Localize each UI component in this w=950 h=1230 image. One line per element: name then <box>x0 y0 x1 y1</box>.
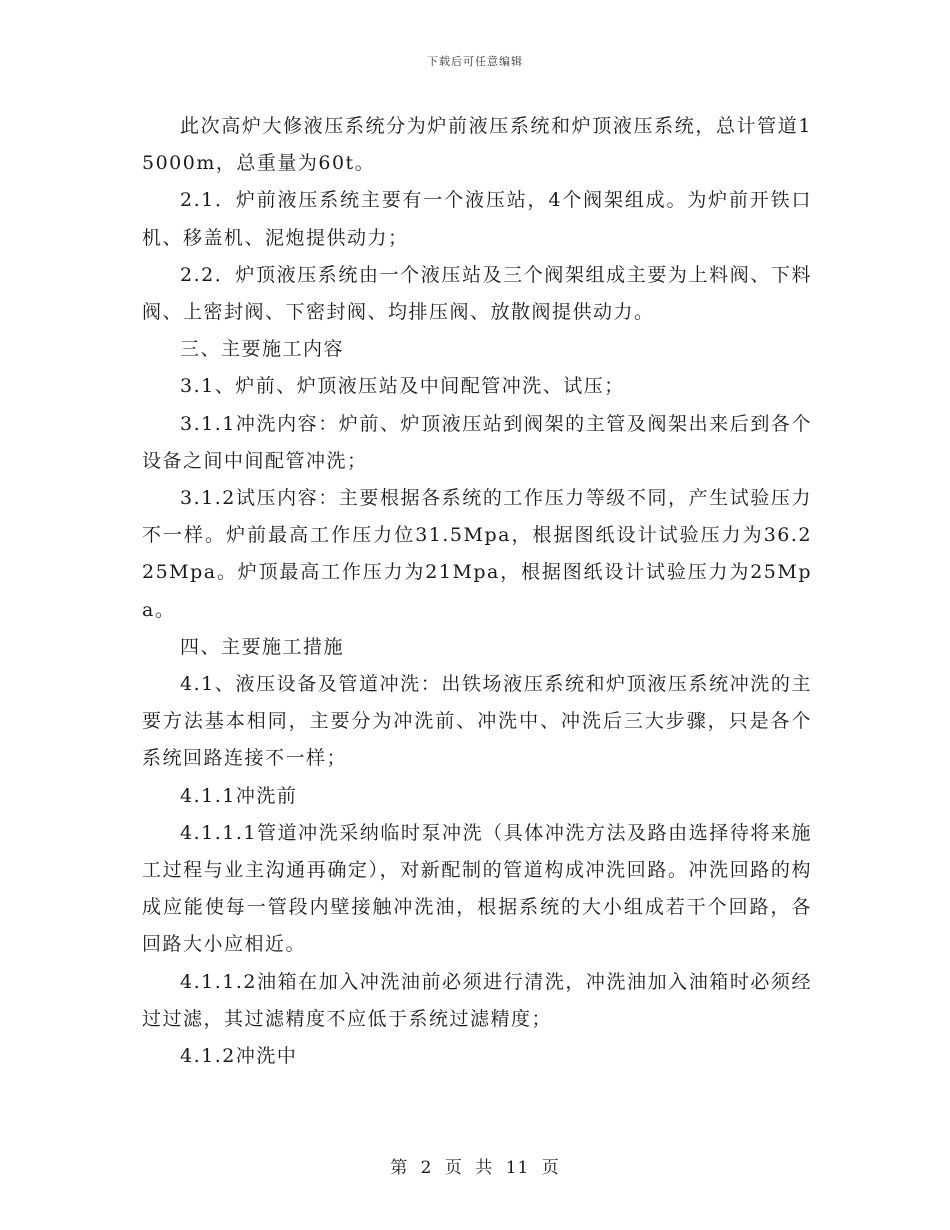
paragraph-4-1-1: 4.1.1冲洗前 <box>180 784 298 807</box>
page-header-note: 下载后可任意编辑 <box>427 55 523 68</box>
paragraph-4-1-2: 4.1.2冲洗中 <box>180 1045 298 1068</box>
paragraph-4-1-1-2: 4.1.1.2油箱在加入冲洗油前必须进行清洗，冲洗油加入油箱时必须经过过滤，其过滤精度不应低于系统过滤精度； <box>142 970 812 1030</box>
paragraph-3-1-1: 3.1.1冲洗内容：炉前、炉顶液压站到阀架的主管及阀架出来后到各个设备之间中间配管冲洗； <box>142 412 812 472</box>
paragraph-2-1: 2.1．炉前液压系统主要有一个液压站，4个阀架组成。为炉前开铁口机、移盖机、泥炮提供动力； <box>142 189 812 249</box>
paragraph-4-1: 4.1、液压设备及管道冲洗：出铁场液压系统和炉顶液压系统冲洗的主要方法基本相同，主要分为冲洗前、冲洗中、冲洗后三大步骤，只是各个系统回路连接不一样； <box>142 673 812 770</box>
paragraph-3-1-2: 3.1.2试压内容：主要根据各系统的工作压力等级不同，产生试验压力不一样。炉前最高工作压力位31.5Mpa，根据图纸设计试验压力为36.225Mpa。炉顶最高工作压力为21Mpa，根据图纸设计试验压力为25Mpa。 <box>142 487 812 621</box>
page-number-footer: 第 2 页 共 11 页 <box>390 1158 560 1178</box>
paragraph-intro: 此次高炉大修液压系统分为炉前液压系统和炉顶液压系统，总计管道15000m，总重量为60t。 <box>142 115 812 175</box>
paragraph-2-2: 2.2．炉顶液压系统由一个液压站及三个阀架组成主要为上料阀、下料阀、上密封阀、下密封阀、均排压阀、放散阀提供动力。 <box>142 263 812 324</box>
paragraph-4-1-1-1: 4.1.1.1管道冲洗采纳临时泵冲洗（具体冲洗方法及路由选择待将来施工过程与业主沟通再确定），对新配制的管道构成冲洗回路。冲洗回路的构成应能使每一管段内壁接触冲洗油，根据系统的大小组成若干个回路，各回路大小应相近。 <box>142 821 812 956</box>
document-body <box>142 108 812 1075</box>
section-heading-4: 四、主要施工措施 <box>180 635 345 658</box>
paragraph-3-1: 3.1、炉前、炉顶液压站及中间配管冲洗、试压； <box>180 375 625 398</box>
section-heading-3: 三、主要施工内容 <box>180 338 345 361</box>
